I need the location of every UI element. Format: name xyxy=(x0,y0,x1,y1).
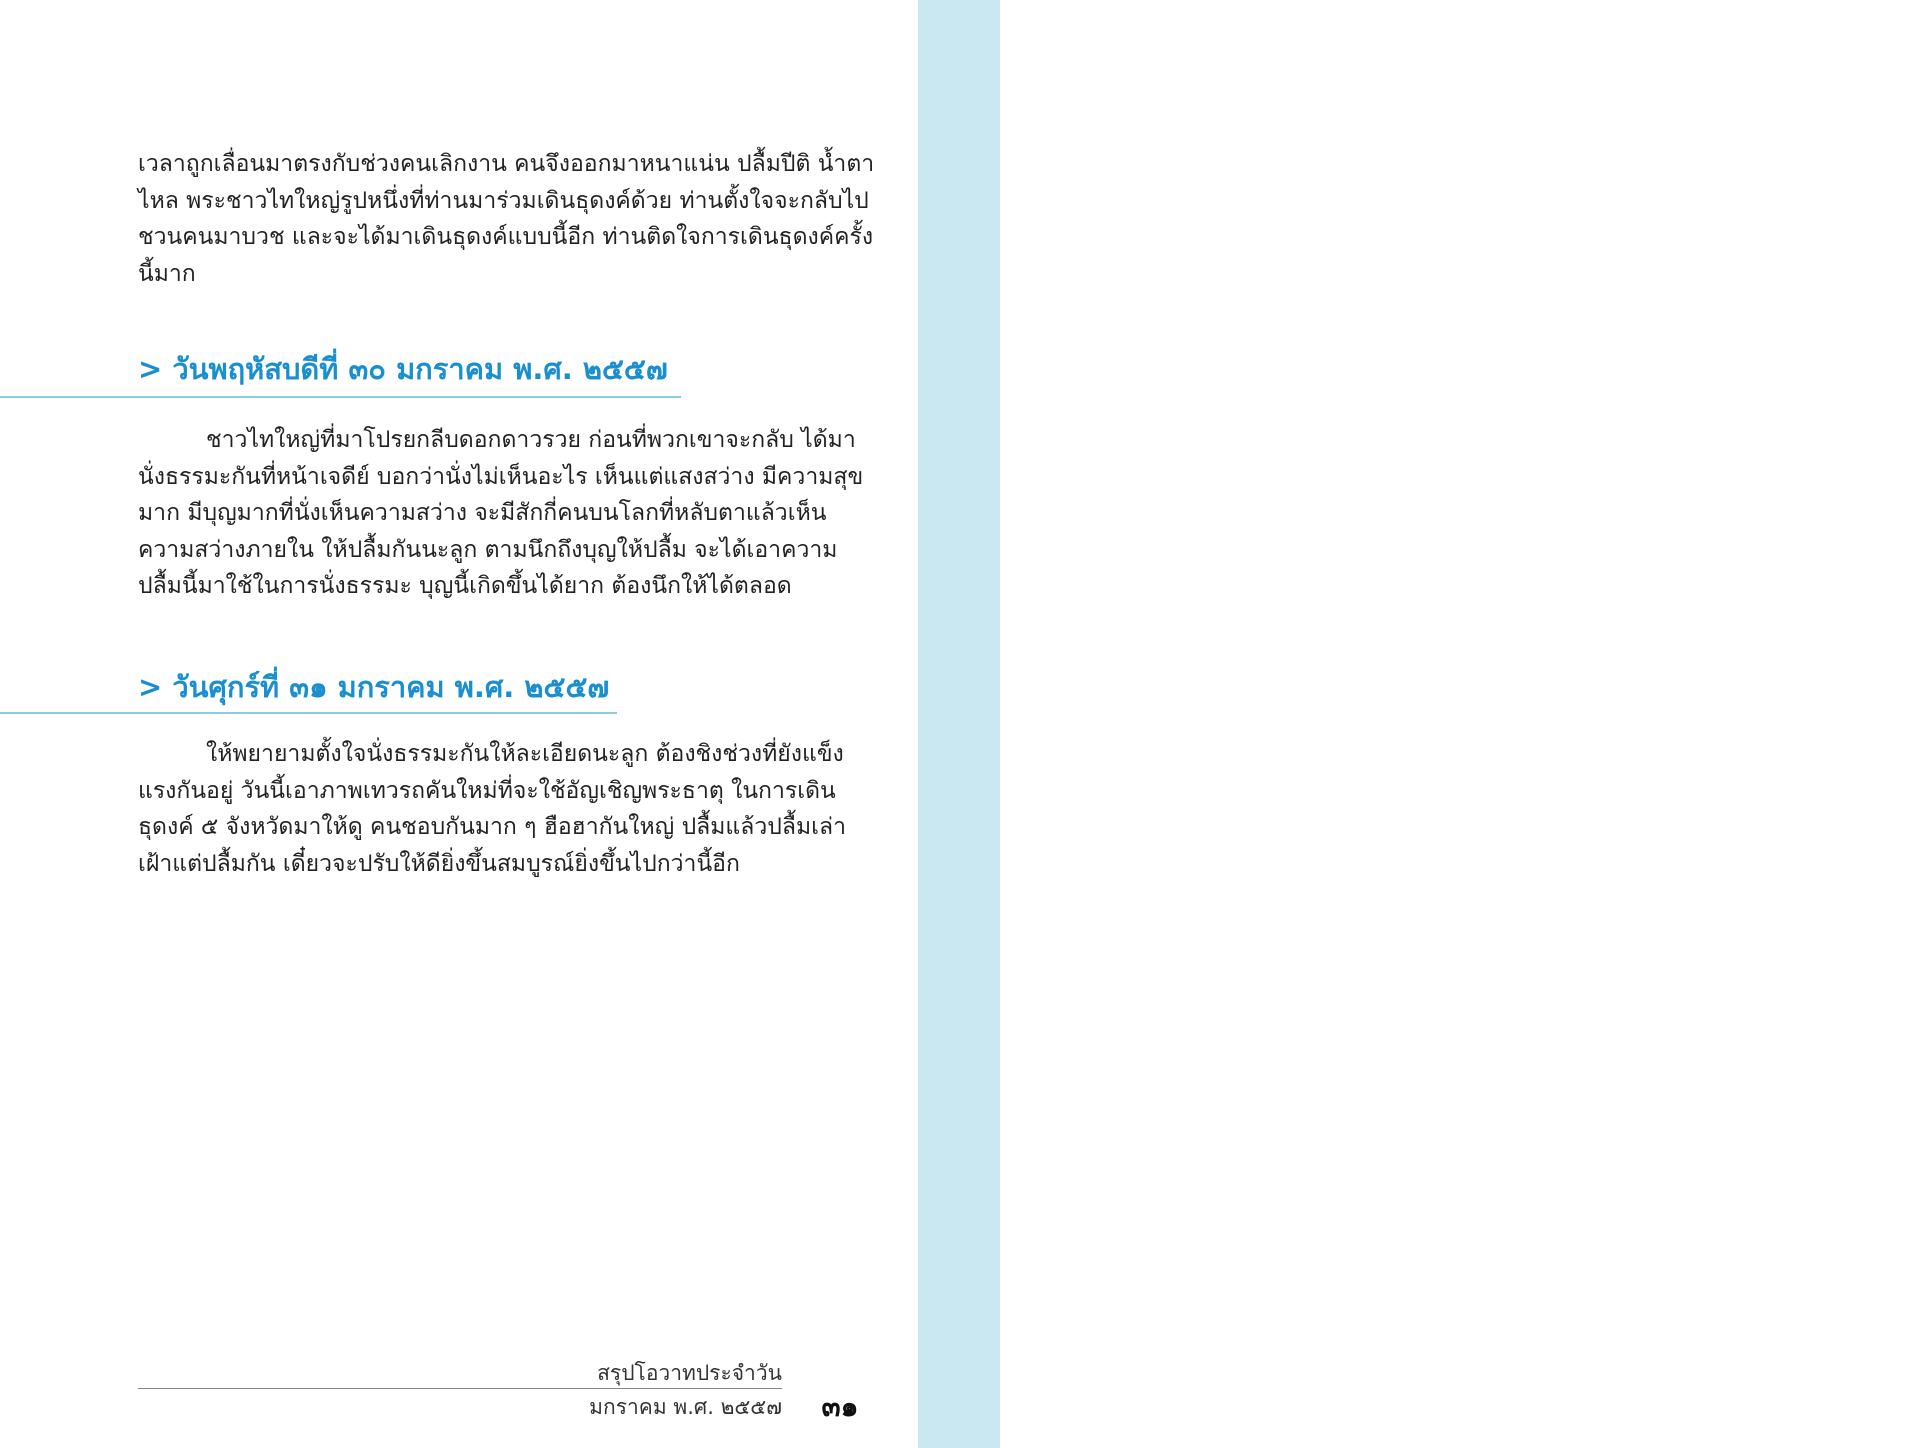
footer-date: มกราคม พ.ศ. ๒๕๕๗ xyxy=(589,1395,782,1419)
friday-paragraph: ให้พยายามตั้งใจนั่งธรรมะกันให้ละเอียดนะลูก ต้องชิงช่วงที่ยังแข็งแรงกันอยู่ วันนี้เอาภาพเทวรถคันใหม่ที่จะใช้อัญเชิญพระธาตุ ในการเดินธุดงค์ ๕ จังหวัดมาให้ดู คนชอบกันมาก ๆ ฮือฮากันใหญ่ ปลื้มแล้วปลื้มเล่าเฝ้าแต่ปลื้มกัน เดี๋ยวจะปรับให้ดียิ่งขึ้นสมบูรณ์ยิ่งขึ้นไปกว่านี้อีก xyxy=(138,741,846,877)
thursday-paragraph: ชาวไทใหญ่ที่มาโปรยกลีบดอกดาวรวย ก่อนที่พวกเขาจะกลับ ได้มานั่งธรรมะกันที่หน้าเจดีย์ บอกว่านั่งไม่เห็นอะไร เห็นแต่แสงสว่าง มีความสุขมาก มีบุญมากที่นั่งเห็นความสว่าง จะมีสักกี่คนบนโลกที่หลับตาแล้วเห็นความสว่างภายใน ให้ปลื้มกันนะลูก ตามนึกถึงบุญให้ปลื้ม จะได้เอาความปลื้มนี้มาใช้ในการนั่งธรรมะ บุญนี้เกิดขึ้นได้ยาก ต้องนึกให้ได้ตลอด xyxy=(138,427,864,599)
page-number: ๓๑ xyxy=(821,1390,859,1423)
footer-title: สรุปโอวาทประจำวัน xyxy=(597,1361,782,1385)
heading-thursday-rule xyxy=(0,396,681,398)
heading-friday-rule xyxy=(0,712,617,714)
intro-paragraph: เวลาถูกเลื่อนมาตรงกับช่วงคนเลิกงาน คนจึงออกมาหนาแน่น ปลื้มปีติ น้ำตาไหล พระชาวไทใหญ่รูปหนึ่งที่ท่านมาร่วมเดินธุดงค์ด้วย ท่านตั้งใจจะกลับไปชวนคนมาบวช และจะได้มาเดินธุดงค์แบบนี้อีก ท่านติดใจการเดินธุดงค์ครั้งนี้มาก xyxy=(138,151,875,287)
side-banner-text: JANUARY 2557 xyxy=(1838,12,1916,620)
heading-thursday: > วันพฤหัสบดีที่ ๓๐ มกราคม พ.ศ. ๒๕๕๗ xyxy=(138,352,668,386)
footer-rule xyxy=(138,1388,782,1389)
side-banner xyxy=(918,0,1916,1448)
heading-friday: > วันศุกร์ที่ ๓๑ มกราคม พ.ศ. ๒๕๕๗ xyxy=(138,670,610,704)
